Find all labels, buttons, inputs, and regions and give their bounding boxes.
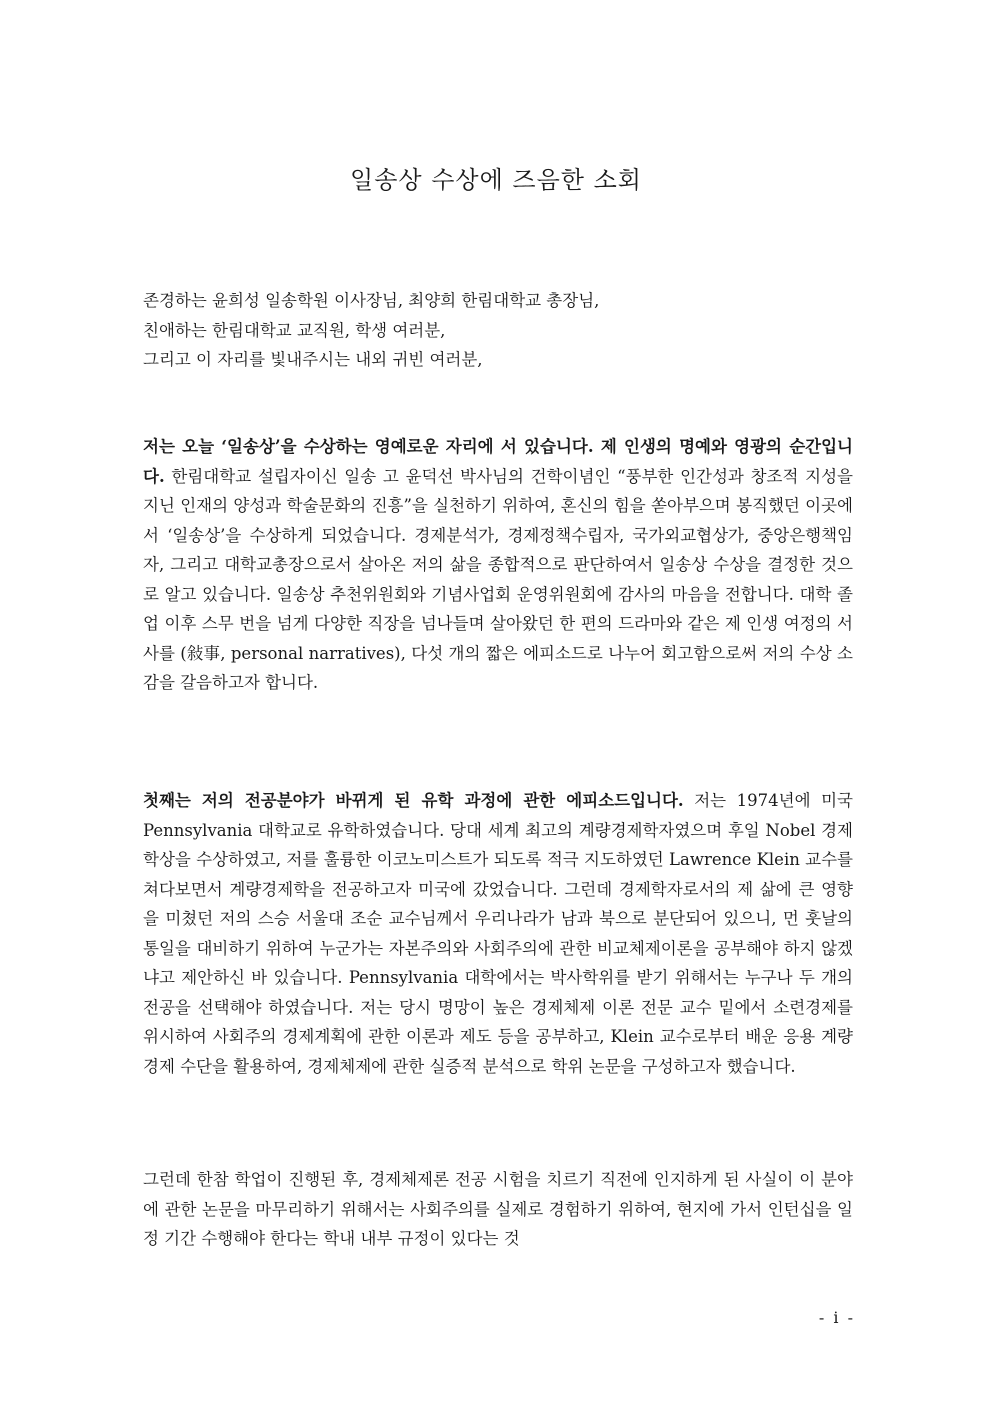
salutation — [143, 286, 853, 375]
paragraph-lead: 첫째는 저의 전공분야가 바뀌게 된 유학 과정에 관한 에피소드입니다. — [143, 791, 684, 810]
document-title: 일송상 수상에 즈음한 소회 — [350, 166, 642, 194]
page-number: - i - — [818, 1308, 855, 1327]
paragraph-first-episode — [143, 786, 853, 1081]
salutation-line: 친애하는 한림대학교 교직원, 학생 여러분, — [143, 320, 446, 340]
salutation-line: 존경하는 윤희성 일송학원 이사장님, 최양희 한림대학교 총장님, — [143, 291, 600, 310]
paragraph-text: 저는 1974년에 미국 Pennsylvania 대학교로 유학하였습니다. 당대 세계 최고의 계량경제학자였으며 후일 Nobel 경제학상을 수상하였고, 저를 훌륭한 이코노미스트가 되도록 적극 지도하였던 Lawrence Klein 교수를 쳐다보면서 계량경제학을 전공하고자 미국에 갔었습니다. 그런데 경제학자로서의 제 삶에 큰 영향을 미쳤던 저의 스승 서울대 조순 교수님께서 우리나라가 남과 북으로 분단되어 있으니, 먼 훗날의 통일을 대비하기 위하여 누군가는 자본주의와 사회주의에 관한 비교체제이론을 공부해야 하지 않겠냐고 제안하신 바 있습니다. Pennsylvania 대학에서는 박사학위를 받기 위해서는 누구나 두 개의 전공을 선택해야 하였습니다. 저는 당시 명망이 높은 경제체제 이론 전문 교수 밑에서 소련경제를 위시하여 사회주의 경제계획에 관한 이론과 제도 등을 공부하고, Klein 교수로부터 배운 응용 계량경제 수단을 활용하여, 경제체제에 관한 실증적 분석으로 학위 논문을 구성하고자 했습니다. — [143, 791, 853, 1076]
paragraph-continuation — [143, 1165, 853, 1254]
paragraph-text: 한림대학교 설립자이신 일송 고 윤덕선 박사님의 건학이념인 “풍부한 인간성과 창조적 지성을 지닌 인재의 양성과 학술문화의 진흥”을 실천하기 위하여, 혼신의 힘을 쏟아부으며 봉직했던 이곳에서 ‘일송상’을 수상하게 되었습니다. 경제분석가, 경제정책수립자, 국가외교협상가, 중앙은행책임자, 그리고 대학교총장으로서 살아온 저의 삶을 종합적으로 판단하여서 일송상 수상을 결정한 것으로 알고 있습니다. 일송상 추천위원회와 기념사업회 운영위원회에 감사의 마음을 전합니다. 대학 졸업 이후 스무 번을 넘게 다양한 직장을 넘나들며 살아왔던 한 편의 드라마와 같은 제 인생 여정의 서사를 (敍事, personal narratives), 다섯 개의 짧은 에피소드로 나누어 회고함으로써 저의 수상 소감을 갈음하고자 합니다. — [143, 466, 853, 692]
paragraph-text: 그런데 한참 학업이 진행된 후, 경제체제론 전공 시험을 치르기 직전에 인지하게 된 사실이 이 분야에 관한 논문을 마무리하기 위해서는 사회주의를 실제로 경험하기 위하여, 현지에 가서 인턴십을 일정 기간 수행해야 한다는 학내 내부 규정이 있다는 것 — [143, 1170, 853, 1248]
paragraph-award-introduction — [143, 432, 853, 698]
salutation-line: 그리고 이 자리를 빛내주시는 내외 귀빈 여러분, — [143, 350, 483, 369]
paragraph-lead: 저는 오늘 ‘일송상’을 수상하는 영예로운 자리에 서 있습니다. 제 인생의 명예와 영광의 순간입니다. — [143, 437, 853, 486]
